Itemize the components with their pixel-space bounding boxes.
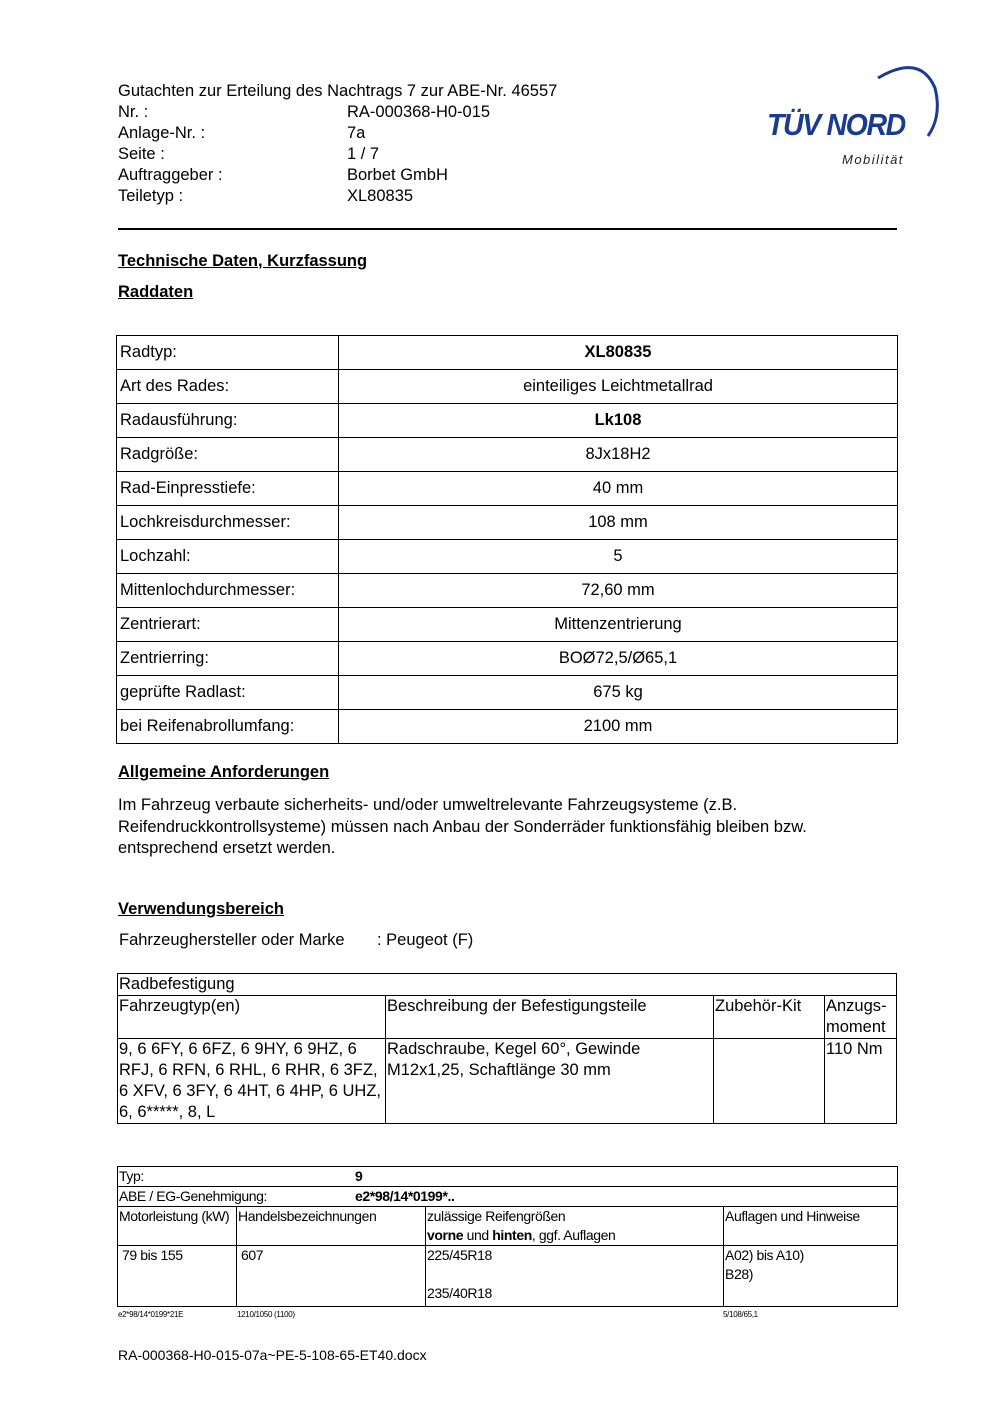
logo-subtitle: Mobilität [842,152,904,167]
table-row: Zentrierring: BOØ72,5/Ø65,1 [117,642,898,676]
section-heading-raddaten: Raddaten [118,283,194,301]
type-approval-table [117,1166,898,1307]
table-row: Radgröße: 8Jx18H2 [117,438,898,472]
section-heading-allgemein: Allgemeine Anforderungen [118,763,330,781]
allgemein-paragraph: Im Fahrzeug verbaute sicherheits- und/oder umweltrelevante Fahrzeugsysteme (z.B. Reifendruckkontrollsysteme) müssen nach Anbau der Sonderräder funktionsfähig bleiben bzw. entsprechend ersetzt werden. [118,796,807,857]
manufacturer-value: : Peugeot (F) [377,931,474,949]
header-row-seite: Seite : 1 / 7 [118,145,380,163]
document-title: Gutachten zur Erteilung des Nachtrags 7 zur ABE-Nr. 46557 [118,82,558,100]
table-row: Radausführung: Lk108 [117,404,898,438]
fixing-table-title: Radbefestigung [118,974,897,996]
table-row: Art des Rades: einteiliges Leichtmetallrad [117,370,898,404]
header-row-teiletyp: Teiletyp : XL80835 [118,187,414,205]
section-heading-verwendung: Verwendungsbereich [118,900,284,918]
table-row: geprüfte Radlast: 675 kg [117,676,898,710]
footer-filename: RA-000368-H0-015-07a~PE-5-108-65-ET40.docx [118,1347,427,1363]
tiny-note-approval: e2*98/14*0199*21E [118,1310,184,1319]
manufacturer-line [119,931,473,950]
table-row: Radtyp: XL80835 [117,336,898,370]
table-row: ABE / EG-Genehmigung: e2*98/14*0199*.. [118,1187,898,1207]
tuev-nord-logo [760,58,940,178]
table-row: Rad-Einpresstiefe: 40 mm [117,472,898,506]
table-row: bei Reifenabrollumfang: 2100 mm [117,710,898,744]
table-row: Lochkreisdurchmesser: 108 mm [117,506,898,540]
header-row-anlage: Anlage-Nr. : 7a [118,124,366,142]
table-row: Motorleistung (kW) Handelsbezeichnungen zulässige Reifengrößen vorne und hinten, ggf. Auflagen Auflagen und Hinweise [118,1207,898,1246]
wheel-data-table [116,335,898,744]
fixing-table [117,973,897,1124]
table-row: Lochzahl: 5 [117,540,898,574]
tiny-note-weights: 1210/1050 (1100) [237,1310,295,1319]
header-row-nr: Nr. : RA-000368-H0-015 [118,103,491,121]
table-row: Zentrierart: Mittenzentrierung [117,608,898,642]
table-row: Mittenlochdurchmesser: 72,60 mm [117,574,898,608]
table-row: 9, 6 6FY, 6 6FZ, 6 9HY, 6 9HZ, 6 RFJ, 6 RFN, 6 RHL, 6 RHR, 6 3FZ, 6 XFV, 6 3FY, 6 4HT, 6 4HP, 6 UHZ, 6, 6*****, 8, L Radschraube, Kegel 60°, Gewinde M12x1,25, Schaftlänge 30 mm 110 Nm [118,1039,897,1124]
section-heading-tech: Technische Daten, Kurzfassung [118,252,368,270]
header-row-auftraggeber: Auftraggeber : Borbet GmbH [118,166,448,184]
table-row: Fahrzeugtyp(en) Beschreibung der Befestigungsteile Zubehör-Kit Anzugs-moment [118,996,897,1039]
table-row: Typ: 9 [118,1167,898,1187]
header-divider [118,228,897,230]
logo-wordmark: TÜV NORD [767,107,905,142]
table-row: 79 bis 155 607 225/45R18 235/40R18 A02) bis A10) B28) [118,1246,898,1307]
document-header [118,81,557,207]
tiny-note-hub: 5/108/65,1 [723,1310,758,1319]
table-row [118,974,897,996]
manufacturer-label: Fahrzeughersteller oder Marke [119,931,345,949]
